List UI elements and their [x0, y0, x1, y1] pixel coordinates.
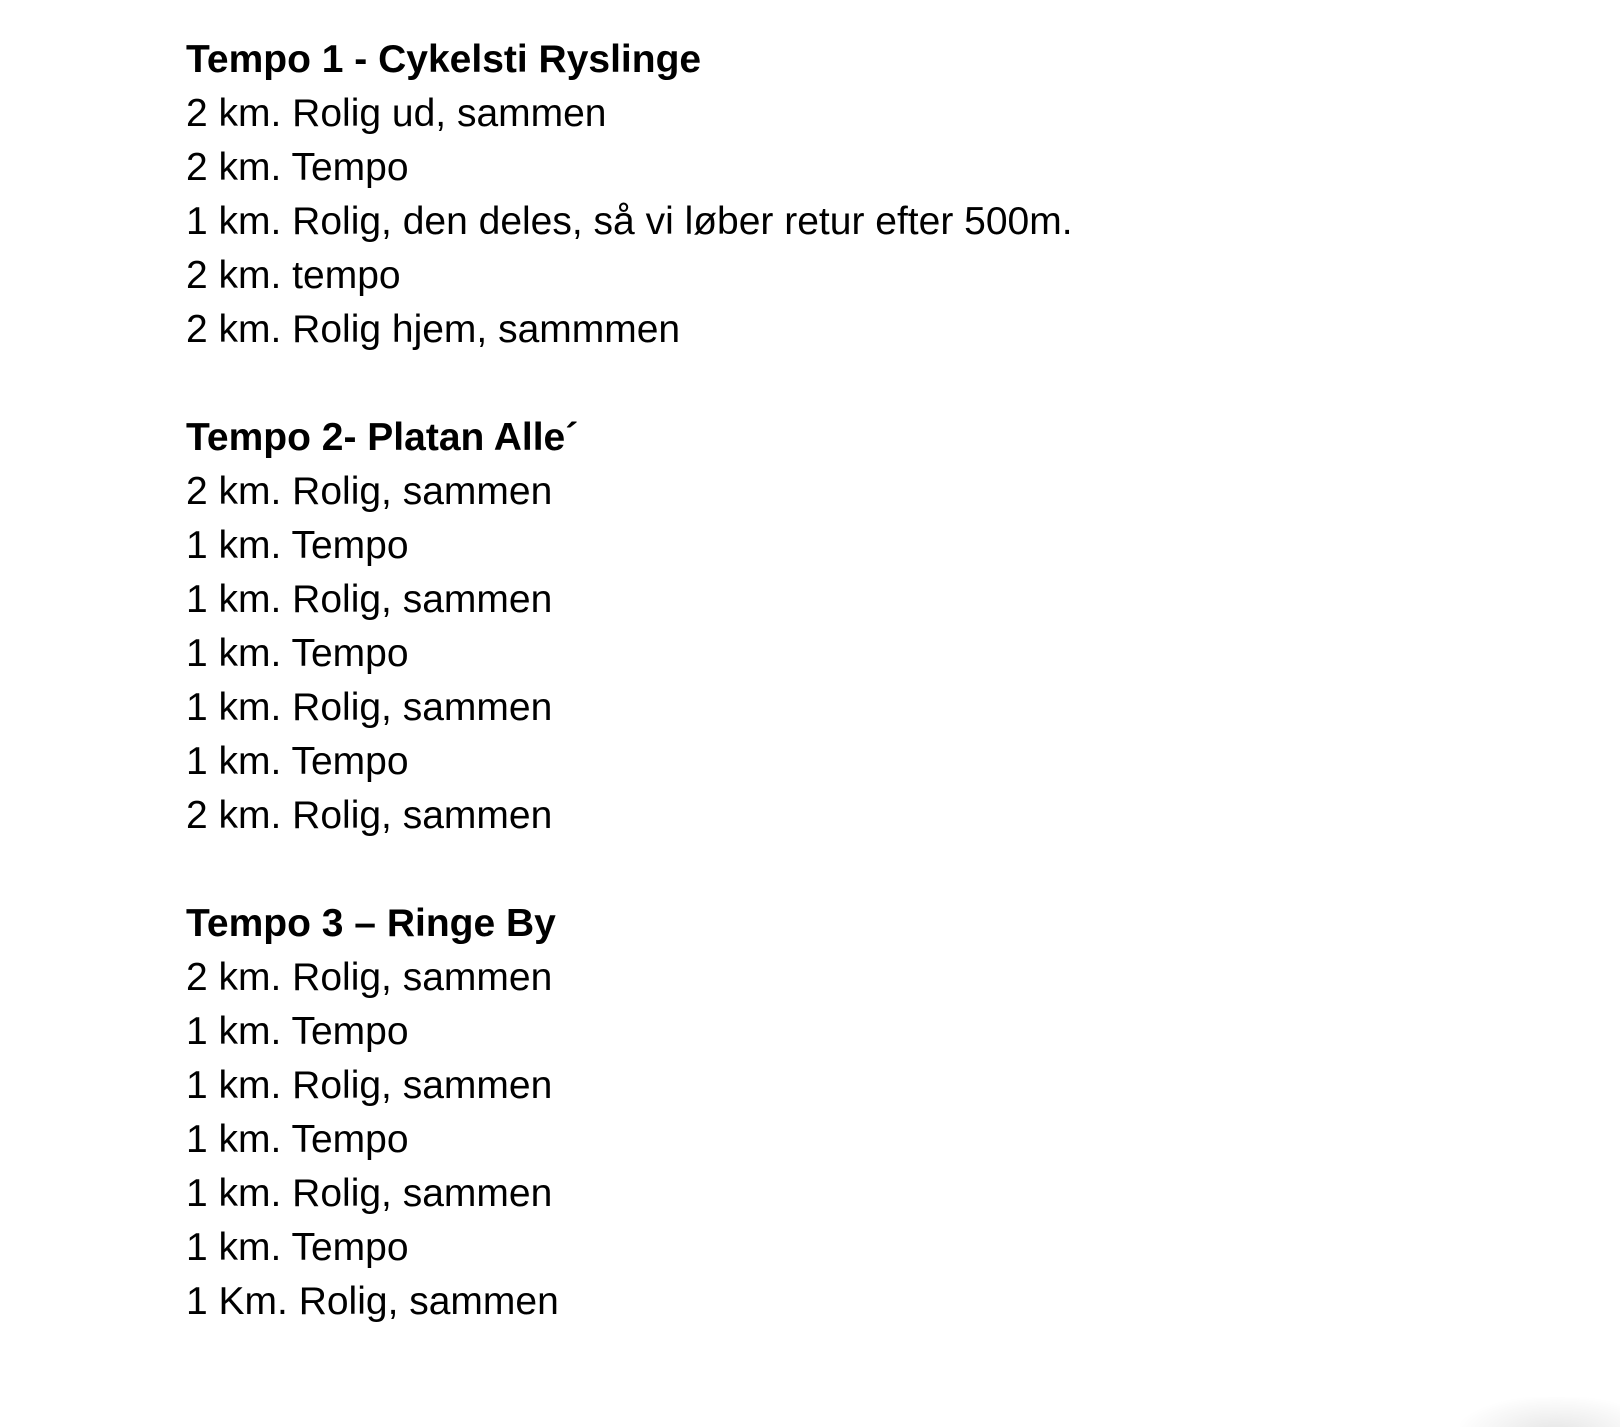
section-heading: Tempo 2- Platan Alle´	[186, 416, 579, 459]
workout-section-tempo-3	[186, 897, 1486, 1329]
workout-line: 1 km. Tempo	[186, 1226, 409, 1269]
workout-line: 1 km. Tempo	[186, 524, 409, 567]
workout-line: 2 km. Tempo	[186, 146, 409, 189]
section-heading: Tempo 1 - Cykelsti Ryslinge	[186, 38, 702, 81]
workout-line: 2 km. Rolig, sammen	[186, 470, 553, 513]
workout-line: 1 km. Rolig, den deles, så vi løber retur efter 500m.	[186, 200, 1073, 243]
workout-line: 2 km. Rolig hjem, sammmen	[186, 308, 681, 351]
workout-line: 1 km. Rolig, sammen	[186, 1064, 553, 1107]
workout-line: 1 km. Rolig, sammen	[186, 686, 553, 729]
section-heading: Tempo 3 – Ringe By	[186, 902, 556, 945]
page-corner-shadow	[1460, 1397, 1620, 1427]
workout-line: 2 km. Rolig ud, sammen	[186, 92, 607, 135]
workout-line: 2 km. Rolig, sammen	[186, 956, 553, 999]
workout-line: 1 km. Tempo	[186, 1118, 409, 1161]
workout-line: 1 km. Tempo	[186, 1010, 409, 1053]
workout-line: 2 km. Rolig, sammen	[186, 794, 553, 837]
workout-line: 1 km. Tempo	[186, 740, 409, 783]
document-page	[186, 33, 1486, 1383]
workout-line: 1 km. Tempo	[186, 632, 409, 675]
workout-section-tempo-1	[186, 33, 1486, 357]
workout-section-tempo-2	[186, 411, 1486, 843]
workout-line: 1 km. Rolig, sammen	[186, 578, 553, 621]
workout-line: 1 Km. Rolig, sammen	[186, 1280, 559, 1323]
workout-line: 1 km. Rolig, sammen	[186, 1172, 553, 1215]
workout-line: 2 km. tempo	[186, 254, 401, 297]
